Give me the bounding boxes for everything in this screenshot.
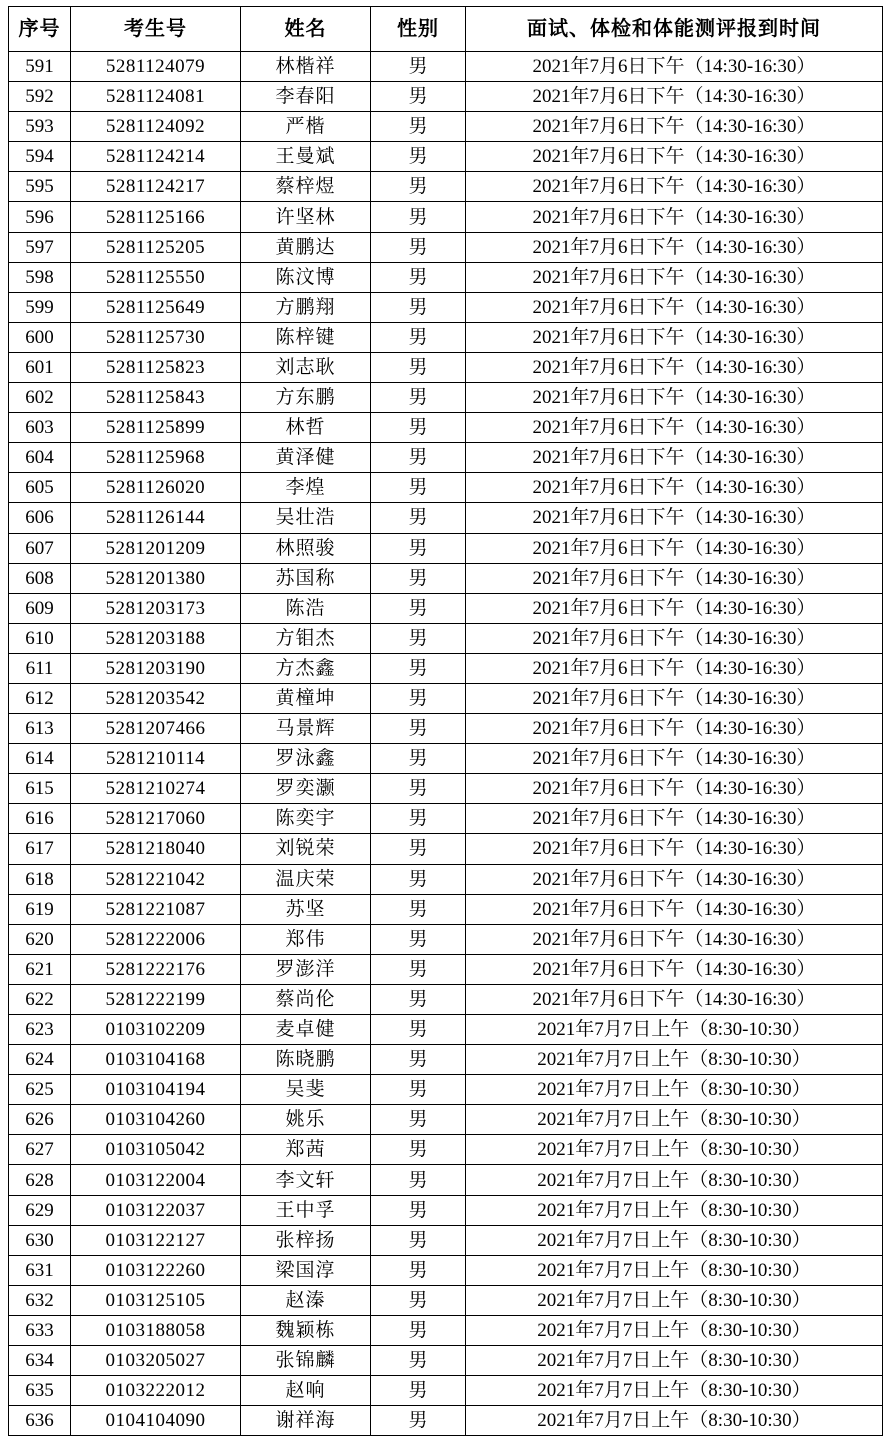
table-row: [9, 1285, 883, 1315]
cell-name: 郑伟: [241, 924, 371, 954]
cell-name: 罗奕灏: [241, 774, 371, 804]
cell-gender: 男: [371, 1045, 466, 1075]
cell-index: 625: [9, 1075, 71, 1105]
table-row: [9, 1015, 883, 1045]
cell-exam-number: 5281222176: [71, 954, 241, 984]
cell-exam-number: 5281222199: [71, 984, 241, 1014]
table-row: [9, 563, 883, 593]
cell-gender: 男: [371, 653, 466, 683]
cell-exam-number: 5281210114: [71, 744, 241, 774]
cell-gender: 男: [371, 413, 466, 443]
cell-report-time: 2021年7月6日下午（14:30-16:30）: [466, 533, 883, 563]
cell-exam-number: 5281218040: [71, 834, 241, 864]
cell-index: 607: [9, 533, 71, 563]
cell-exam-number: 5281207466: [71, 714, 241, 744]
cell-name: 林楷祥: [241, 52, 371, 82]
cell-index: 628: [9, 1165, 71, 1195]
table-row: [9, 172, 883, 202]
cell-index: 604: [9, 443, 71, 473]
column-header-gender: 性别: [371, 7, 466, 52]
cell-index: 617: [9, 834, 71, 864]
cell-name: 方钼杰: [241, 623, 371, 653]
cell-index: 611: [9, 653, 71, 683]
table-row: [9, 473, 883, 503]
cell-exam-number: 5281125730: [71, 322, 241, 352]
cell-name: 罗泳鑫: [241, 744, 371, 774]
cell-report-time: 2021年7月6日下午（14:30-16:30）: [466, 443, 883, 473]
cell-exam-number: 0103104194: [71, 1075, 241, 1105]
cell-report-time: 2021年7月6日下午（14:30-16:30）: [466, 352, 883, 382]
table-row: [9, 653, 883, 683]
table-row: [9, 1075, 883, 1105]
cell-index: 626: [9, 1105, 71, 1135]
cell-gender: 男: [371, 1376, 466, 1406]
cell-report-time: 2021年7月7日上午（8:30-10:30）: [466, 1015, 883, 1045]
cell-exam-number: 0103104260: [71, 1105, 241, 1135]
cell-exam-number: 5281221087: [71, 894, 241, 924]
cell-name: 郑茜: [241, 1135, 371, 1165]
cell-gender: 男: [371, 352, 466, 382]
cell-gender: 男: [371, 262, 466, 292]
cell-exam-number: 5281125968: [71, 443, 241, 473]
cell-index: 599: [9, 292, 71, 322]
table-row: [9, 1135, 883, 1165]
table-row: [9, 1045, 883, 1075]
cell-exam-number: 0103222012: [71, 1376, 241, 1406]
cell-name: 赵溱: [241, 1285, 371, 1315]
table-row: [9, 1376, 883, 1406]
cell-report-time: 2021年7月7日上午（8:30-10:30）: [466, 1376, 883, 1406]
cell-name: 蔡梓煜: [241, 172, 371, 202]
cell-exam-number: 0103105042: [71, 1135, 241, 1165]
cell-exam-number: 5281201209: [71, 533, 241, 563]
cell-exam-number: 5281203188: [71, 623, 241, 653]
cell-name: 林哲: [241, 413, 371, 443]
cell-exam-number: 5281217060: [71, 804, 241, 834]
cell-report-time: 2021年7月6日下午（14:30-16:30）: [466, 503, 883, 533]
cell-name: 陈梓键: [241, 322, 371, 352]
cell-gender: 男: [371, 52, 466, 82]
cell-exam-number: 5281203190: [71, 653, 241, 683]
cell-name: 王中孚: [241, 1195, 371, 1225]
cell-exam-number: 5281125649: [71, 292, 241, 322]
cell-exam-number: 0103205027: [71, 1346, 241, 1376]
table-row: [9, 202, 883, 232]
cell-name: 蔡尚伦: [241, 984, 371, 1014]
cell-index: 631: [9, 1255, 71, 1285]
cell-name: 温庆荣: [241, 864, 371, 894]
cell-name: 梁国淳: [241, 1255, 371, 1285]
cell-index: 596: [9, 202, 71, 232]
cell-gender: 男: [371, 1315, 466, 1345]
cell-index: 627: [9, 1135, 71, 1165]
cell-index: 616: [9, 804, 71, 834]
cell-gender: 男: [371, 954, 466, 984]
cell-exam-number: 5281203173: [71, 593, 241, 623]
cell-gender: 男: [371, 924, 466, 954]
table-row: [9, 443, 883, 473]
cell-exam-number: 0104104090: [71, 1406, 241, 1436]
table-row: [9, 52, 883, 82]
table-row: [9, 924, 883, 954]
table-row: [9, 232, 883, 262]
cell-index: 622: [9, 984, 71, 1014]
cell-gender: 男: [371, 172, 466, 202]
cell-index: 623: [9, 1015, 71, 1045]
table-row: [9, 804, 883, 834]
cell-index: 621: [9, 954, 71, 984]
cell-report-time: 2021年7月6日下午（14:30-16:30）: [466, 563, 883, 593]
table-row: [9, 1105, 883, 1135]
cell-index: 636: [9, 1406, 71, 1436]
table-header: [9, 7, 883, 52]
table-row: [9, 82, 883, 112]
cell-exam-number: 5281203542: [71, 683, 241, 713]
cell-report-time: 2021年7月6日下午（14:30-16:30）: [466, 82, 883, 112]
cell-exam-number: 5281126144: [71, 503, 241, 533]
cell-index: 624: [9, 1045, 71, 1075]
cell-gender: 男: [371, 1285, 466, 1315]
cell-gender: 男: [371, 202, 466, 232]
cell-report-time: 2021年7月6日下午（14:30-16:30）: [466, 924, 883, 954]
cell-report-time: 2021年7月7日上午（8:30-10:30）: [466, 1105, 883, 1135]
table-row: [9, 593, 883, 623]
cell-exam-number: 5281201380: [71, 563, 241, 593]
document-page: [0, 6, 892, 1432]
cell-gender: 男: [371, 683, 466, 713]
cell-report-time: 2021年7月7日上午（8:30-10:30）: [466, 1135, 883, 1165]
cell-index: 597: [9, 232, 71, 262]
cell-gender: 男: [371, 533, 466, 563]
table-row: [9, 322, 883, 352]
table-row: [9, 1315, 883, 1345]
cell-report-time: 2021年7月6日下午（14:30-16:30）: [466, 112, 883, 142]
table-row: [9, 984, 883, 1014]
cell-name: 方东鹏: [241, 383, 371, 413]
cell-report-time: 2021年7月6日下午（14:30-16:30）: [466, 744, 883, 774]
cell-exam-number: 0103104168: [71, 1045, 241, 1075]
cell-gender: 男: [371, 1075, 466, 1105]
cell-name: 陈浩: [241, 593, 371, 623]
cell-name: 罗澎洋: [241, 954, 371, 984]
cell-index: 601: [9, 352, 71, 382]
cell-report-time: 2021年7月6日下午（14:30-16:30）: [466, 954, 883, 984]
table-row: [9, 142, 883, 172]
cell-report-time: 2021年7月6日下午（14:30-16:30）: [466, 623, 883, 653]
table-row: [9, 112, 883, 142]
cell-index: 619: [9, 894, 71, 924]
cell-report-time: 2021年7月7日上午（8:30-10:30）: [466, 1225, 883, 1255]
cell-report-time: 2021年7月6日下午（14:30-16:30）: [466, 202, 883, 232]
cell-report-time: 2021年7月6日下午（14:30-16:30）: [466, 653, 883, 683]
table-row: [9, 623, 883, 653]
cell-name: 林照骏: [241, 533, 371, 563]
cell-name: 李春阳: [241, 82, 371, 112]
cell-name: 黄橦坤: [241, 683, 371, 713]
cell-index: 608: [9, 563, 71, 593]
cell-index: 603: [9, 413, 71, 443]
cell-index: 593: [9, 112, 71, 142]
cell-index: 633: [9, 1315, 71, 1345]
table-row: [9, 834, 883, 864]
cell-report-time: 2021年7月7日上午（8:30-10:30）: [466, 1346, 883, 1376]
cell-index: 594: [9, 142, 71, 172]
cell-name: 陈汶博: [241, 262, 371, 292]
cell-gender: 男: [371, 292, 466, 322]
cell-exam-number: 0103122004: [71, 1165, 241, 1195]
cell-name: 严楷: [241, 112, 371, 142]
cell-index: 612: [9, 683, 71, 713]
cell-name: 吴壮浩: [241, 503, 371, 533]
cell-name: 王曼斌: [241, 142, 371, 172]
cell-name: 黄鹏达: [241, 232, 371, 262]
cell-index: 629: [9, 1195, 71, 1225]
cell-gender: 男: [371, 774, 466, 804]
cell-index: 615: [9, 774, 71, 804]
column-header-report-time: 面试、体检和体能测评报到时间: [466, 7, 883, 52]
table-row: [9, 774, 883, 804]
cell-report-time: 2021年7月6日下午（14:30-16:30）: [466, 232, 883, 262]
cell-report-time: 2021年7月6日下午（14:30-16:30）: [466, 322, 883, 352]
cell-name: 谢祥海: [241, 1406, 371, 1436]
cell-gender: 男: [371, 322, 466, 352]
cell-name: 赵响: [241, 1376, 371, 1406]
cell-report-time: 2021年7月7日上午（8:30-10:30）: [466, 1315, 883, 1345]
cell-report-time: 2021年7月7日上午（8:30-10:30）: [466, 1075, 883, 1105]
table-row: [9, 714, 883, 744]
cell-gender: 男: [371, 1015, 466, 1045]
cell-exam-number: 5281124092: [71, 112, 241, 142]
cell-exam-number: 0103102209: [71, 1015, 241, 1045]
cell-report-time: 2021年7月6日下午（14:30-16:30）: [466, 142, 883, 172]
cell-exam-number: 0103188058: [71, 1315, 241, 1345]
cell-gender: 男: [371, 1135, 466, 1165]
cell-gender: 男: [371, 1406, 466, 1436]
column-header-exam-number: 考生号: [71, 7, 241, 52]
cell-gender: 男: [371, 834, 466, 864]
table-row: [9, 894, 883, 924]
cell-index: 610: [9, 623, 71, 653]
cell-name: 刘锐荣: [241, 834, 371, 864]
cell-name: 魏颖栋: [241, 1315, 371, 1345]
cell-report-time: 2021年7月6日下午（14:30-16:30）: [466, 383, 883, 413]
cell-report-time: 2021年7月6日下午（14:30-16:30）: [466, 52, 883, 82]
table-row: [9, 292, 883, 322]
candidate-roster-table: [8, 6, 883, 1436]
cell-gender: 男: [371, 1195, 466, 1225]
cell-report-time: 2021年7月6日下午（14:30-16:30）: [466, 984, 883, 1014]
cell-report-time: 2021年7月7日上午（8:30-10:30）: [466, 1165, 883, 1195]
cell-report-time: 2021年7月6日下午（14:30-16:30）: [466, 292, 883, 322]
cell-name: 方鹏翔: [241, 292, 371, 322]
cell-index: 595: [9, 172, 71, 202]
cell-report-time: 2021年7月6日下午（14:30-16:30）: [466, 473, 883, 503]
cell-report-time: 2021年7月6日下午（14:30-16:30）: [466, 172, 883, 202]
cell-name: 黄泽健: [241, 443, 371, 473]
cell-gender: 男: [371, 1165, 466, 1195]
table-row: [9, 864, 883, 894]
cell-exam-number: 5281210274: [71, 774, 241, 804]
cell-gender: 男: [371, 894, 466, 924]
cell-exam-number: 5281125843: [71, 383, 241, 413]
table-row: [9, 1225, 883, 1255]
cell-gender: 男: [371, 112, 466, 142]
cell-index: 602: [9, 383, 71, 413]
cell-exam-number: 5281125166: [71, 202, 241, 232]
cell-name: 马景辉: [241, 714, 371, 744]
table-row: [9, 1165, 883, 1195]
cell-exam-number: 0103125105: [71, 1285, 241, 1315]
cell-exam-number: 5281124217: [71, 172, 241, 202]
cell-index: 606: [9, 503, 71, 533]
table-row: [9, 383, 883, 413]
cell-exam-number: 5281124081: [71, 82, 241, 112]
table-row: [9, 262, 883, 292]
cell-gender: 男: [371, 383, 466, 413]
cell-report-time: 2021年7月6日下午（14:30-16:30）: [466, 262, 883, 292]
cell-index: 609: [9, 593, 71, 623]
cell-exam-number: 0103122127: [71, 1225, 241, 1255]
cell-gender: 男: [371, 714, 466, 744]
cell-name: 姚乐: [241, 1105, 371, 1135]
cell-index: 620: [9, 924, 71, 954]
cell-report-time: 2021年7月6日下午（14:30-16:30）: [466, 834, 883, 864]
table-row: [9, 413, 883, 443]
cell-gender: 男: [371, 443, 466, 473]
cell-name: 许坚林: [241, 202, 371, 232]
cell-index: 630: [9, 1225, 71, 1255]
cell-name: 李文轩: [241, 1165, 371, 1195]
cell-name: 吴斐: [241, 1075, 371, 1105]
cell-gender: 男: [371, 503, 466, 533]
cell-name: 陈奕宇: [241, 804, 371, 834]
cell-report-time: 2021年7月7日上午（8:30-10:30）: [466, 1045, 883, 1075]
cell-index: 591: [9, 52, 71, 82]
cell-gender: 男: [371, 1346, 466, 1376]
cell-gender: 男: [371, 984, 466, 1014]
cell-index: 634: [9, 1346, 71, 1376]
cell-gender: 男: [371, 864, 466, 894]
cell-gender: 男: [371, 473, 466, 503]
cell-report-time: 2021年7月6日下午（14:30-16:30）: [466, 714, 883, 744]
cell-name: 苏坚: [241, 894, 371, 924]
table-row: [9, 1255, 883, 1285]
cell-name: 张锦麟: [241, 1346, 371, 1376]
table-row: [9, 503, 883, 533]
cell-report-time: 2021年7月6日下午（14:30-16:30）: [466, 593, 883, 623]
cell-name: 陈晓鹏: [241, 1045, 371, 1075]
cell-report-time: 2021年7月7日上午（8:30-10:30）: [466, 1195, 883, 1225]
table-row: [9, 744, 883, 774]
cell-gender: 男: [371, 563, 466, 593]
cell-name: 苏国称: [241, 563, 371, 593]
cell-report-time: 2021年7月7日上午（8:30-10:30）: [466, 1406, 883, 1436]
table-header-row: [9, 7, 883, 52]
cell-exam-number: 5281124079: [71, 52, 241, 82]
cell-report-time: 2021年7月6日下午（14:30-16:30）: [466, 864, 883, 894]
cell-report-time: 2021年7月6日下午（14:30-16:30）: [466, 894, 883, 924]
cell-gender: 男: [371, 232, 466, 262]
cell-exam-number: 5281124214: [71, 142, 241, 172]
cell-gender: 男: [371, 804, 466, 834]
cell-exam-number: 5281125823: [71, 352, 241, 382]
cell-gender: 男: [371, 82, 466, 112]
cell-report-time: 2021年7月7日上午（8:30-10:30）: [466, 1285, 883, 1315]
cell-report-time: 2021年7月6日下午（14:30-16:30）: [466, 804, 883, 834]
cell-index: 600: [9, 322, 71, 352]
column-header-name: 姓名: [241, 7, 371, 52]
cell-index: 605: [9, 473, 71, 503]
cell-exam-number: 5281125899: [71, 413, 241, 443]
cell-name: 张梓扬: [241, 1225, 371, 1255]
cell-exam-number: 5281221042: [71, 864, 241, 894]
table-row: [9, 352, 883, 382]
table-row: [9, 683, 883, 713]
cell-index: 635: [9, 1376, 71, 1406]
cell-exam-number: 0103122260: [71, 1255, 241, 1285]
cell-report-time: 2021年7月6日下午（14:30-16:30）: [466, 413, 883, 443]
cell-exam-number: 5281222006: [71, 924, 241, 954]
cell-index: 618: [9, 864, 71, 894]
cell-exam-number: 5281126020: [71, 473, 241, 503]
cell-exam-number: 5281125205: [71, 232, 241, 262]
cell-name: 方杰鑫: [241, 653, 371, 683]
cell-exam-number: 5281125550: [71, 262, 241, 292]
cell-index: 598: [9, 262, 71, 292]
table-row: [9, 954, 883, 984]
table-row: [9, 1346, 883, 1376]
cell-gender: 男: [371, 593, 466, 623]
table-body: [9, 52, 883, 1436]
column-header-index: 序号: [9, 7, 71, 52]
cell-name: 麦卓健: [241, 1015, 371, 1045]
cell-index: 614: [9, 744, 71, 774]
cell-gender: 男: [371, 1255, 466, 1285]
cell-index: 632: [9, 1285, 71, 1315]
cell-name: 李煌: [241, 473, 371, 503]
cell-index: 592: [9, 82, 71, 112]
cell-index: 613: [9, 714, 71, 744]
cell-report-time: 2021年7月7日上午（8:30-10:30）: [466, 1255, 883, 1285]
table-row: [9, 1195, 883, 1225]
cell-report-time: 2021年7月6日下午（14:30-16:30）: [466, 683, 883, 713]
table-row: [9, 1406, 883, 1436]
table-row: [9, 533, 883, 563]
cell-report-time: 2021年7月6日下午（14:30-16:30）: [466, 774, 883, 804]
cell-exam-number: 0103122037: [71, 1195, 241, 1225]
cell-gender: 男: [371, 623, 466, 653]
cell-gender: 男: [371, 142, 466, 172]
cell-gender: 男: [371, 1225, 466, 1255]
cell-gender: 男: [371, 744, 466, 774]
cell-name: 刘志耿: [241, 352, 371, 382]
cell-gender: 男: [371, 1105, 466, 1135]
